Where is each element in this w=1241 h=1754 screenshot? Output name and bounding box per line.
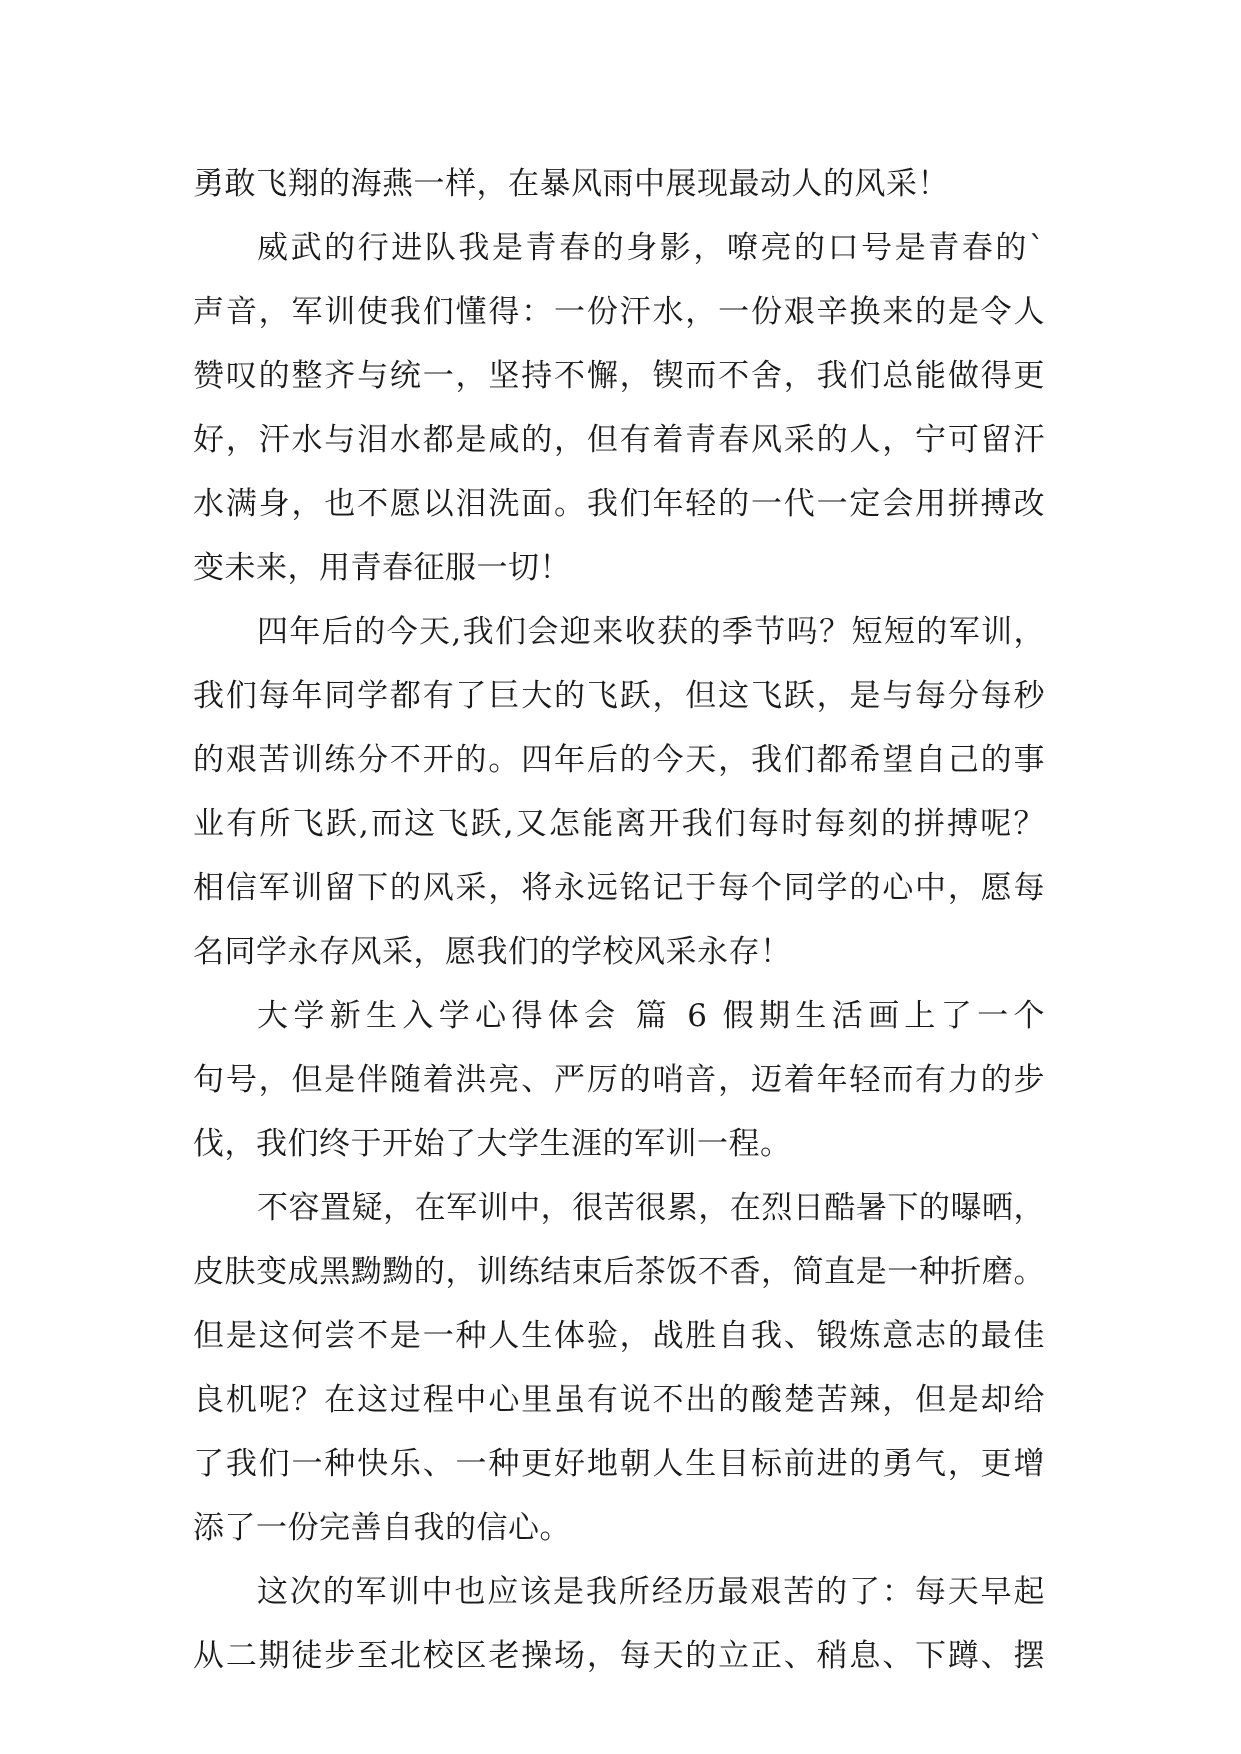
section-heading-line: 大学新生入学心得体会 篇 6 假期生活画上了一个 (257, 998, 1045, 1034)
text-line: 但是这何尝不是一种人生体验，战胜自我、锻炼意志的最佳 (193, 1318, 1045, 1354)
text-line: 好，汗水与泪水都是咸的，但有着青春风采的人，宁可留汗 (193, 422, 1045, 458)
text-line: 从二期徒步至北校区老操场，每天的立正、稍息、下蹲、摆 (193, 1638, 1045, 1674)
text-line: 了我们一种快乐、一种更好地朝人生目标前进的勇气，更增 (193, 1446, 1045, 1482)
paragraph-first-line: 这次的军训中也应该是我所经历最艰苦的了：每天早起 (257, 1574, 1045, 1610)
text-line: 变未来，用青春征服一切！ (193, 550, 571, 586)
paragraph-first-line: 不容置疑，在军训中，很苦很累，在烈日酷暑下的曝晒， (257, 1190, 1045, 1226)
text-line: 声音，军训使我们懂得：一份汗水，一份艰辛换来的是令人 (193, 294, 1045, 330)
text-line: 添了一份完善自我的信心。 (193, 1510, 571, 1546)
text-line: 伐，我们终于开始了大学生涯的军训一程。 (193, 1126, 792, 1162)
text-line: 皮肤变成黑黝黝的，训练结束后茶饭不香，简直是一种折磨。 (193, 1254, 1045, 1290)
paragraph-first-line: 四年后的今天,我们会迎来收获的季节吗？短短的军训， (257, 614, 1045, 650)
text-line: 水满身，也不愿以泪洗面。我们年轻的一代一定会用拼搏改 (193, 486, 1045, 522)
paragraph-first-line: 威武的行进队我是青春的身影，嘹亮的口号是青春的` (257, 230, 1045, 266)
text-line: 相信军训留下的风采，将永远铭记于每个同学的心中，愿每 (193, 870, 1045, 906)
text-line: 良机呢？在这过程中心里虽有说不出的酸楚苦辣，但是却给 (193, 1382, 1045, 1418)
text-line: 我们每年同学都有了巨大的飞跃，但这飞跃，是与每分每秒 (193, 678, 1045, 714)
text-line: 名同学永存风采，愿我们的学校风采永存！ (193, 934, 792, 970)
text-line: 赞叹的整齐与统一，坚持不懈，锲而不舍，我们总能做得更 (193, 358, 1045, 394)
text-line: 业有所飞跃,而这飞跃,又怎能离开我们每时每刻的拼搏呢？ (193, 806, 1045, 842)
text-line: 句号，但是伴随着洪亮、严厉的哨音，迈着年轻而有力的步 (193, 1062, 1045, 1098)
text-line: 勇敢飞翔的海燕一样，在暴风雨中展现最动人的风采！ (193, 166, 949, 202)
text-line: 的艰苦训练分不开的。四年后的今天，我们都希望自己的事 (193, 742, 1045, 778)
document-body (193, 152, 1045, 1688)
